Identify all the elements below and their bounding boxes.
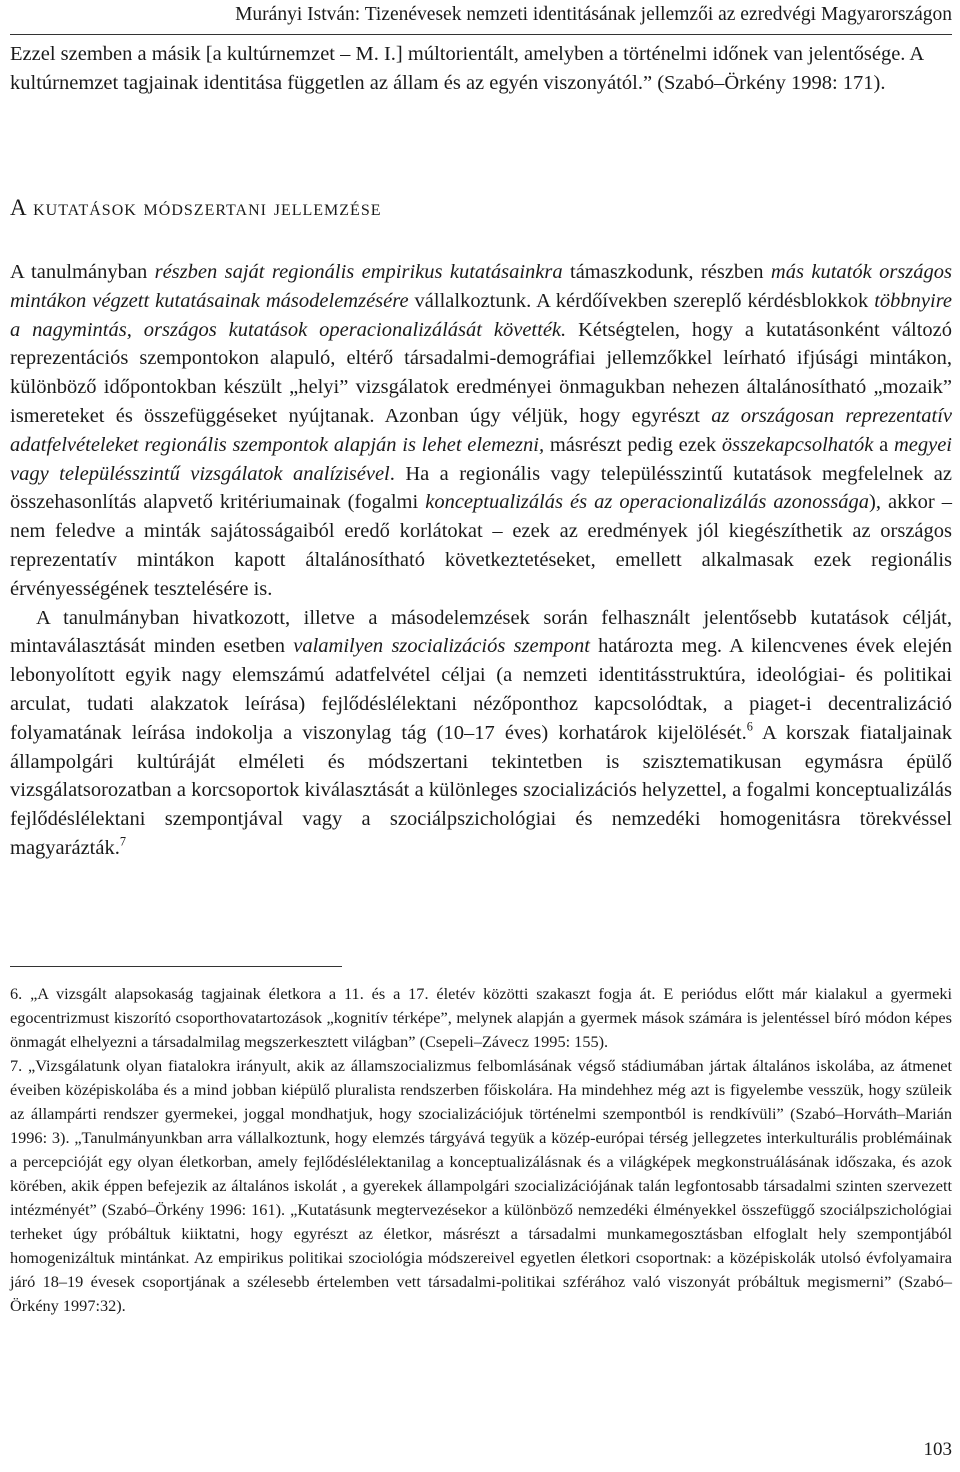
section-heading: A kutatások módszertani jellemzése xyxy=(10,195,382,220)
text-run: . Ha a regionális vagy településszintű kutatások megfelelnek az összehasonlítás alapvető kritériumainak (fogalmi xyxy=(10,462,953,514)
italic-run: összekapcsolhatók xyxy=(721,433,874,456)
running-header: Murányi István: Tizenévesek nemzeti identitásának jellemzői az ezredvégi Magyarországon xyxy=(235,4,952,25)
italic-run: részben saját regionális empirikus kutatásainkra xyxy=(154,261,563,283)
body-paragraph-1 xyxy=(10,258,952,604)
italic-run: az országosan reprezentatív adatfelvételeket regionális szempontok alapján is lehet elemezni, xyxy=(10,404,952,456)
text-run: Kétségtelen, hogy a kutatásonként változó reprezentációs szempontokon alapuló, eltérő társadalmi-demográfiai jellemzőkkel leírható ifjúsági mintákon, különböző időpontokban készült „helyi” vizsgálatok eredményei önmagukban nehezen általánosítható „mozaik” ismereteket és összefüggéseket nyújtanak. Azonban úgy véljük, hogy egyrészt xyxy=(10,318,952,427)
footnote-7: 7. „Vizsgálatunk olyan fiatalokra irányult, akik az államszocializmus felbomlásának végső stádiumában jártak általános iskolába, az átmenet éveiben középiskolába és a mind jobban kiépülő pluralista rendszerben főiskolára. Ha mindehhez még azt is figyelembe vesszük, hogy szüleik az állampárti rendszer gyermekei, joggal mondhatjuk, hogy szocializációjuk történelmi szempontból is rendkívüli” (Szabó–Horváth–Marián 1996: 3). „Tanulmányunkban arra vállalkoztunk, hogy elemzés tárgyává tegyük a közép-európai térség jellegzetes interkulturális problémáinak a percepcióját egy olyan életkorban, amely fejlődéslélektanilag a konceptualizálásnak és a világképek megkonstruálásának időszaka, és azok körében, akik éppen befejezik az általános iskolát , a gyerekek állampolgári szocializációjának talán legfontosabb társadalmi szinten szervezett intézményét” (Szabó–Örkény 1996: 161). „Kutatásunk megtervezésekor a különböző nemzedéki élményekkel összefüggő szociálpszichológiai terheket úgy próbáltuk kiiktatni, hogy egyrészt az életkor, másrészt a társadalmi munkamegosztásban elfoglalt hely szempontjából homogenizáltuk mintánkat. Az empirikus politikai szociológia módszereivel egyetlen életkori csoportnak: a középiskolák utolsó évfolyamaira járó 18–19 évesek csoportjának a szélesebb értelemben vett társadalmi-politikai szférához való viszonyát próbáltuk megismerni” (Szabó–Örkény 1997:32). xyxy=(10,1056,952,1315)
italic-run: konceptualizálás és az operacionalizálás azonossága xyxy=(425,491,870,514)
footnote-6: 6. „A vizsgált alapsokaság tagjainak életkora a 11. és a 17. életév közötti szakaszt fogja át. E periódus előtt már kialakul a gyermeki egocentrizmust kiszorító csoporthovatartozások „kognitív térképe”, melynek alapján a gyermek mások számára is jelentéssel bíró módon képes önmagát elhelyezni a társadalmilag megszerkesztett világban” (Csepeli–Závecz 1995: 155). xyxy=(10,984,952,1051)
footnotes xyxy=(10,982,952,1318)
text-run: A korszak fiataljainak állampolgári kultúráját elméleti és módszertani tekintetben is szisztematikusan egymásra épülő vizsgálatsorozatban a korcsoportok kiválasztását a különleges szocializációs helyzettel, a fogalmi konceptualizálás fejlődéslélektani szempontjával vagy a szociálpszichológiai és nemzedéki homogenitásra törekvéssel magyarázták. xyxy=(10,721,952,859)
footnote-ref: 7 xyxy=(119,834,126,849)
body-paragraph-2 xyxy=(10,604,952,863)
body-text xyxy=(10,258,952,863)
page-number: 103 xyxy=(923,1439,952,1460)
text-run: A tanulmányban xyxy=(10,261,155,283)
italic-run: más kutatók országos mintákon végzett kutatásainak másodelemzésére xyxy=(10,261,952,312)
italic-run: valamilyen szocializációs szempont xyxy=(293,635,590,658)
italic-run: többnyire a nagymintás, országos kutatások operacionalizálását követték. xyxy=(10,289,953,341)
text-run: a xyxy=(873,433,894,456)
header-rule xyxy=(10,34,952,35)
footnote-separator xyxy=(10,966,342,967)
text-run: vállalkoztunk. A kérdőívekben szereplő kérdésblokkok xyxy=(408,289,875,312)
text-run: másrészt pedig ezek xyxy=(544,433,722,456)
intro-paragraph: Ezzel szemben a másik [a kultúrnemzet – M. I.] múltorientált, amelyben a történelmi időnek van jelentősége. A kultúrnemzet tagjainak identitása független az állam és az egyén viszonyától.” (Szabó–Örkény 1998: 171). xyxy=(10,43,924,94)
footnote-ref: 6 xyxy=(746,719,753,734)
text-run: A tanulmányban hivatkozott, illetve a másodelemzések során felhasznált jelentősebb kutatások célját, mintaválasztását minden esetben xyxy=(10,606,952,658)
text-run: ), akkor – nem feledve a minták sajátosságaiból eredő korlátokat – ezek az eredmények jól kiegészíthetik az országos reprezentatív mintákon kapott általánosítható következtetéseket, emellett alkalmasak ezek regionális érvényességének tesztelésére is. xyxy=(10,491,952,600)
italic-run: megyei vagy településszintű vizsgálatok analízisével xyxy=(10,433,952,485)
intro-quote xyxy=(10,40,952,98)
text-run: támaszkodunk, részben xyxy=(562,261,771,283)
text-run: határozta meg. A kilencvenes évek elején lebonyolított egyik nagy elemszámú adatfelvétel céljai (a nemzeti identitásstruktúra, ideológiai- és politikai arculat, tudati alakzatok leírása) fejlődéslélektani nézőponthoz kapcsolódtak, a piaget-i decentralizáció folyamatának leírása indokolja a viszonylag tág (10–17 éves) korhatárok kijelölését. xyxy=(10,635,952,744)
